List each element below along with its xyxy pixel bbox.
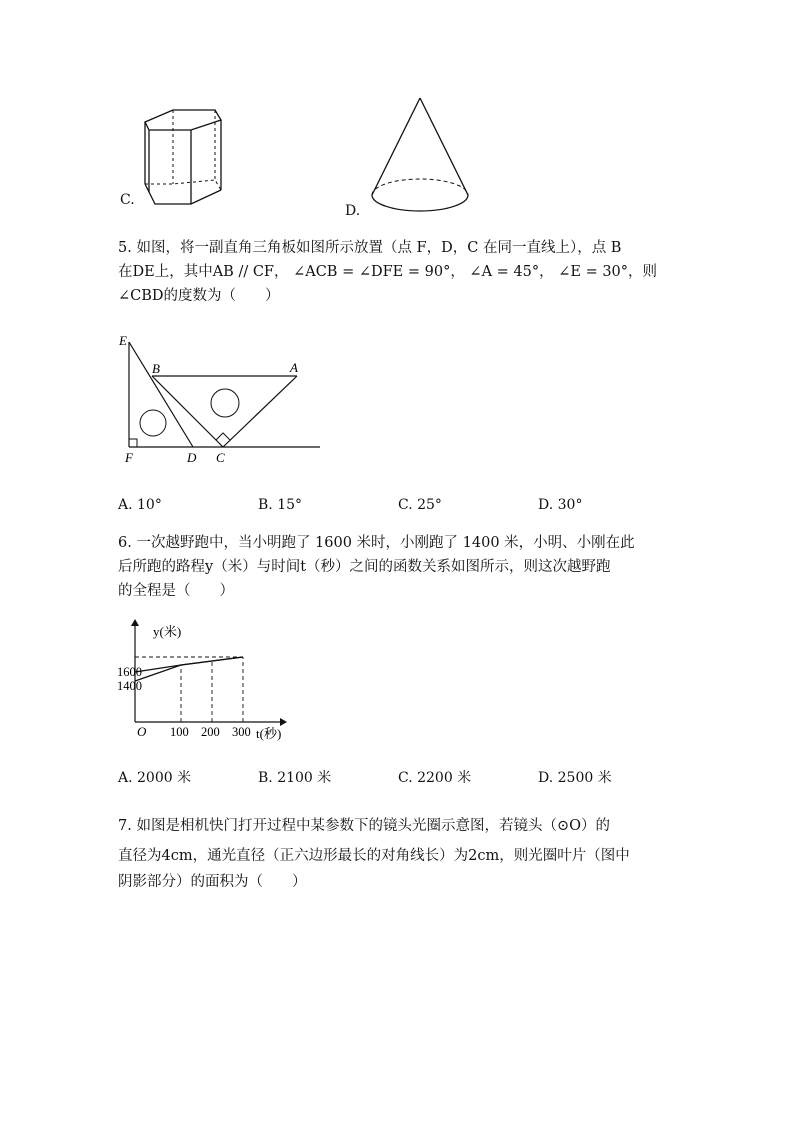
y-axis-label: y(米) — [153, 624, 182, 639]
q5-text-line1: 5. 如图，将一副直角三角板如图所示放置（点 F，D，C 在同一直线上），点 B — [118, 240, 622, 256]
q6-distance-time-graph — [115, 618, 300, 743]
y-tick-1600: 1600 — [117, 665, 142, 679]
q7-text-line2: 直径为4cm，通光直径（正六边形最长的对角线长）为2cm，则光圈叶片（图中 — [118, 848, 630, 864]
label-a: A — [290, 360, 298, 375]
q5-text-line2: 在DE上，其中AB // CF， ∠ACB = ∠DFE = 90°， ∠A = 45°， ∠E = 30°，则 — [118, 264, 658, 280]
label-c: C — [216, 450, 225, 465]
option-d-label: D. — [345, 203, 361, 219]
q6-text-line3: 的全程是（ ） — [118, 583, 234, 599]
label-b: B — [152, 361, 160, 376]
q7-text-line3: 阴影部分）的面积为（ ） — [118, 874, 307, 890]
q6-option-b: B. 2100 米 — [258, 770, 332, 786]
q5-option-a: A. 10° — [118, 497, 162, 513]
cone-figure — [365, 95, 475, 217]
label-e: E — [119, 333, 127, 348]
q5-option-c: C. 25° — [398, 497, 442, 513]
x-axis-label: t(秒) — [256, 726, 282, 741]
label-f: F — [125, 450, 133, 465]
q6-option-d: D. 2500 米 — [538, 770, 612, 786]
q6-text-line1: 6. 一次越野跑中，当小明跑了 1600 米时，小刚跑了 1400 米，小明、小刚在此 — [118, 535, 635, 551]
origin-label: O — [137, 724, 147, 739]
x-tick-100: 100 — [170, 725, 189, 739]
x-tick-200: 200 — [201, 725, 220, 739]
x-tick-300: 300 — [232, 725, 251, 739]
q5-text-line3: ∠CBD的度数为（ ） — [118, 288, 280, 304]
label-d: D — [187, 450, 197, 465]
q7-text-line1: 7. 如图是相机快门打开过程中某参数下的镜头光圈示意图，若镜头（⊙O）的 — [118, 818, 610, 834]
q6-option-c: C. 2200 米 — [398, 770, 472, 786]
q6-text-line2: 后所跑的路程y（米）与时间t（秒）之间的函数关系如图所示，则这次越野跑 — [118, 559, 611, 575]
q5-triangle-figure — [115, 330, 325, 465]
hexagonal-prism-figure — [135, 100, 235, 215]
y-tick-1400: 1400 — [117, 679, 142, 693]
option-c-label: C. — [120, 192, 135, 208]
q6-option-a: A. 2000 米 — [118, 770, 192, 786]
q5-option-d: D. 30° — [538, 497, 583, 513]
q5-option-b: B. 15° — [258, 497, 303, 513]
